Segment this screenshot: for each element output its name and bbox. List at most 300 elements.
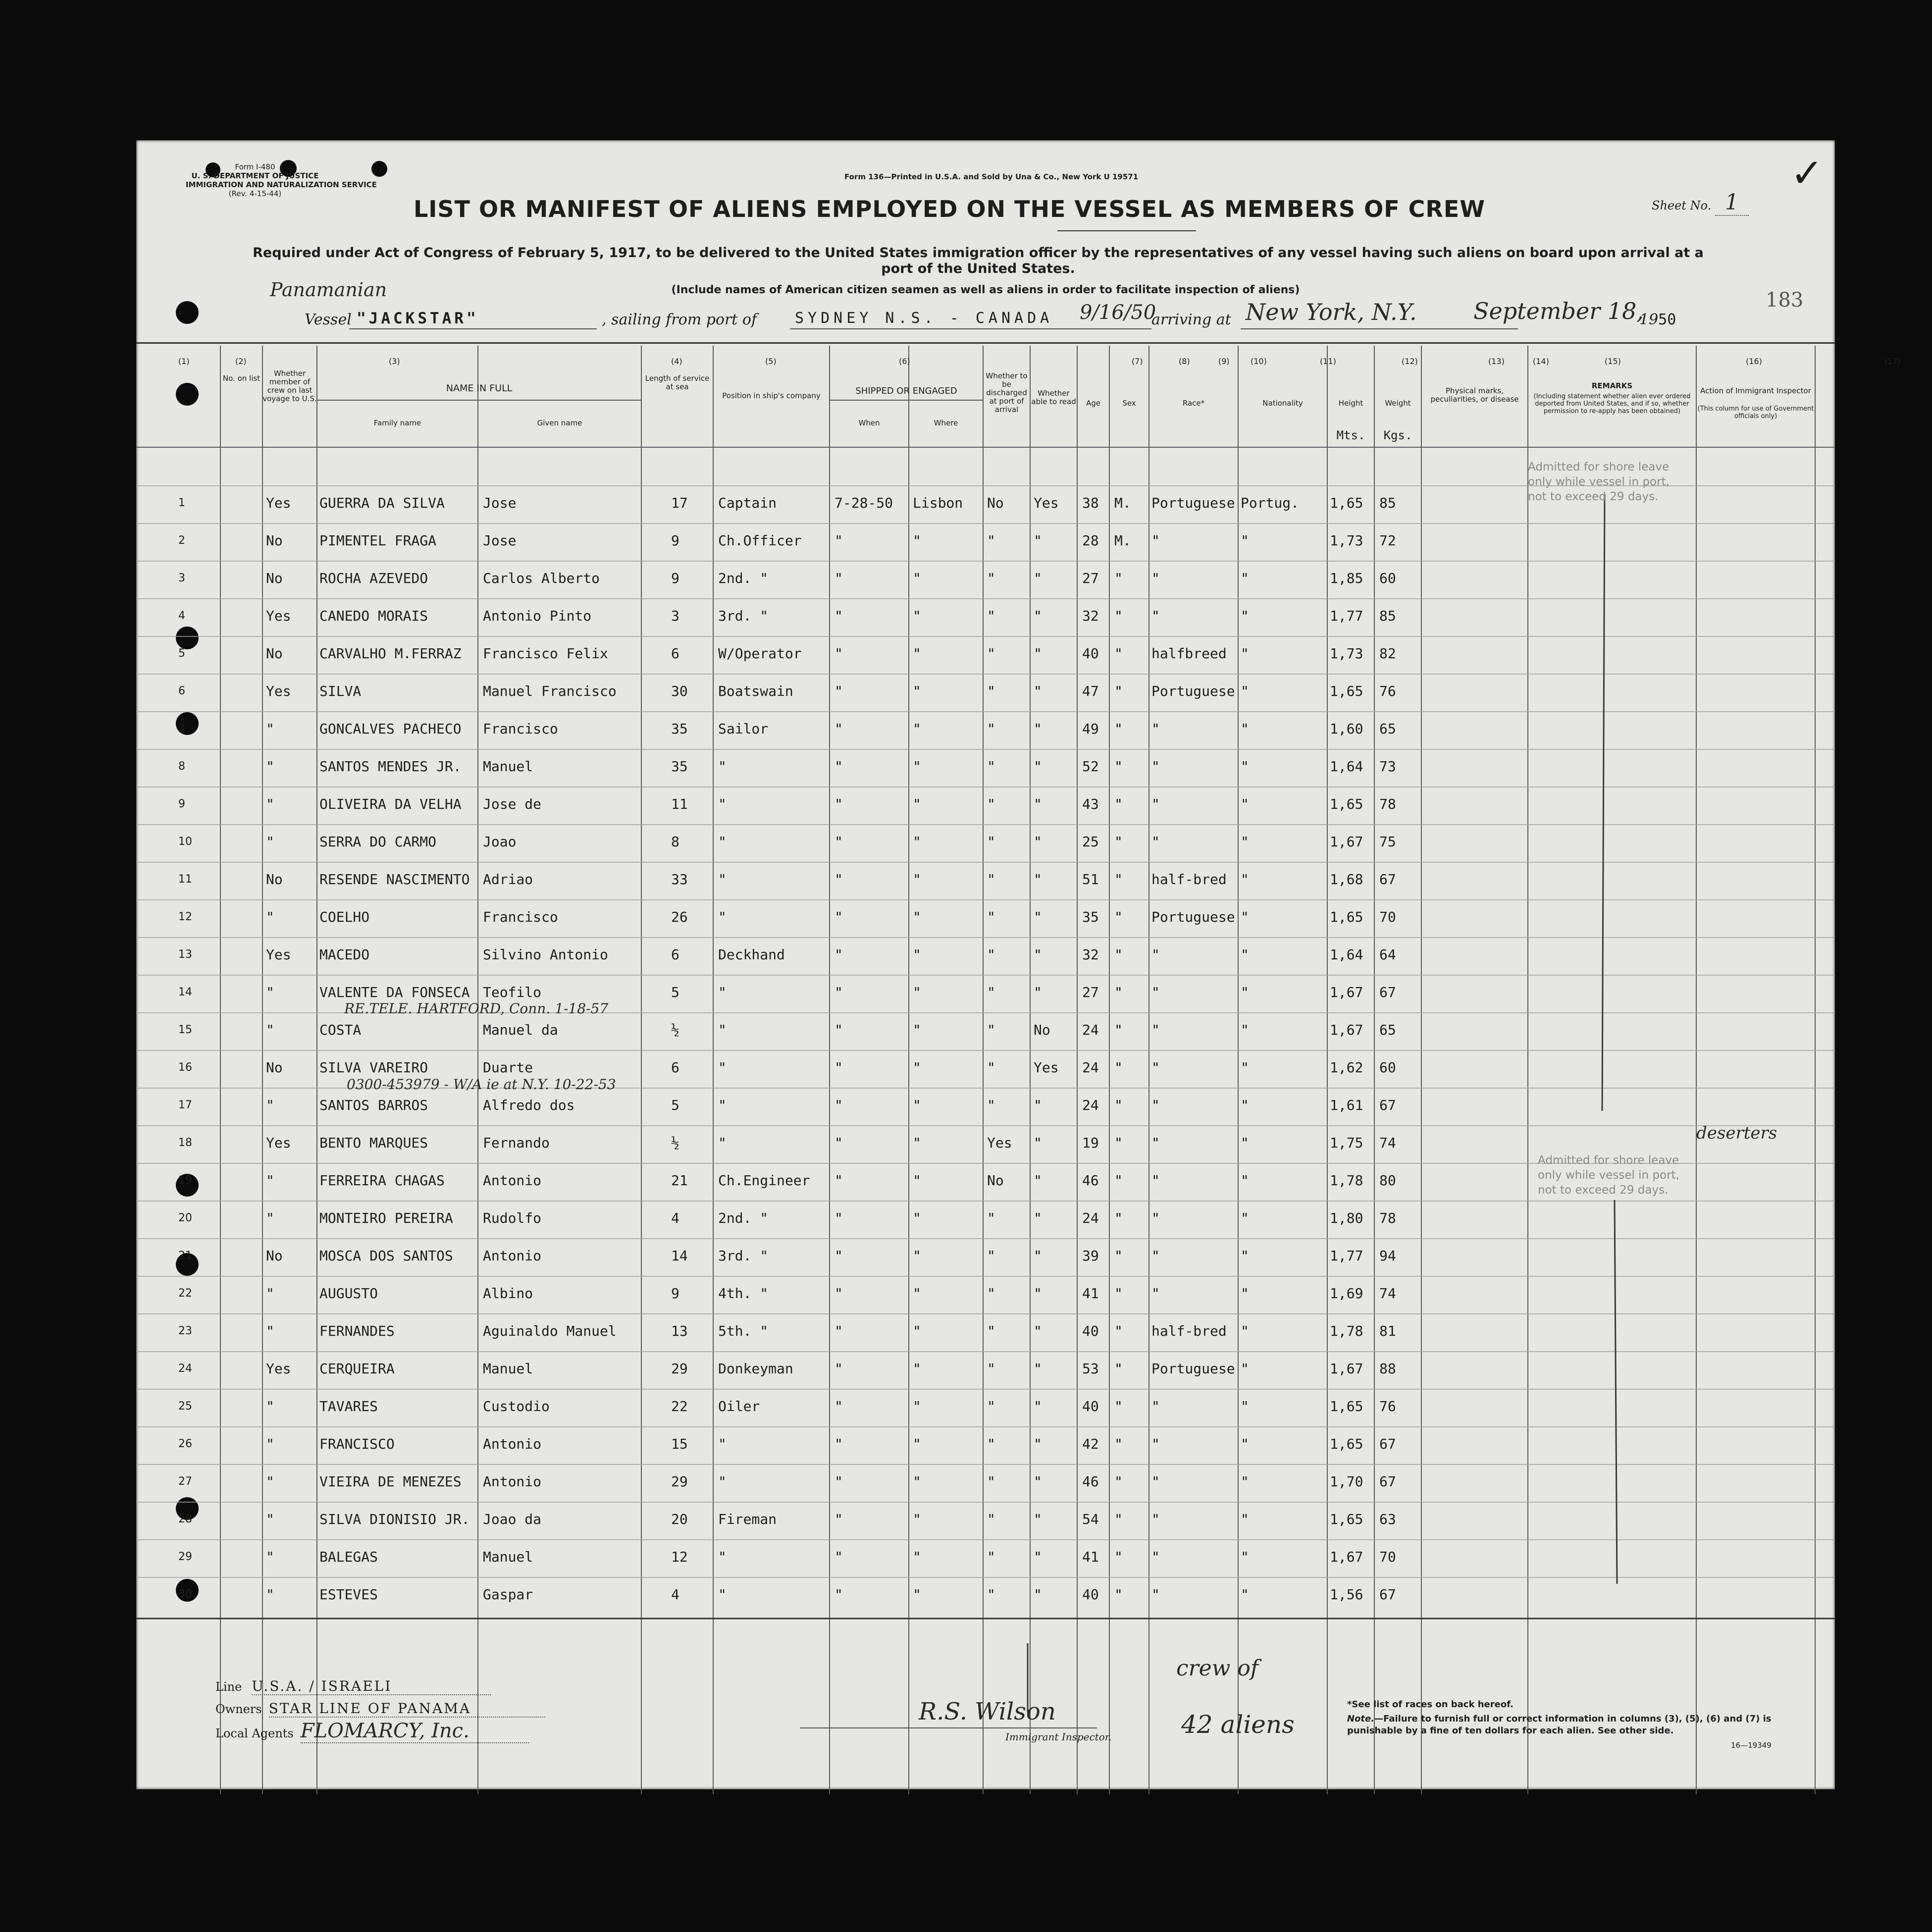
table-row	[136, 1013, 1835, 1050]
cell-prev: "	[266, 1022, 274, 1038]
cell-ht: 1,65	[1330, 683, 1363, 699]
cell-age: 46	[1082, 1473, 1099, 1490]
cell-when: "	[835, 1248, 843, 1264]
cell-len: 22	[671, 1398, 688, 1414]
cell-when: "	[835, 909, 843, 925]
cell-family: TAVARES	[319, 1398, 378, 1414]
sailing-port: SYDNEY N.S. - CANADA	[795, 310, 1053, 327]
cell-wt: 88	[1379, 1360, 1396, 1377]
cell-len: ½	[671, 1022, 679, 1038]
cell-sex: "	[1114, 683, 1123, 699]
cell-nat: "	[1241, 871, 1249, 888]
cell-prev: "	[266, 1473, 274, 1490]
table-row	[136, 1088, 1835, 1126]
cell-given: Teofilo	[483, 984, 542, 1000]
cell-read: "	[1034, 608, 1042, 624]
punch-hole	[371, 161, 387, 177]
cell-nat: "	[1241, 1022, 1249, 1038]
col14-num: (14)	[1533, 357, 1549, 366]
manifest-sheet	[136, 140, 1901, 1789]
cell-nat: "	[1241, 570, 1249, 586]
col1-header: No. on list	[222, 374, 261, 383]
cell-wt: 74	[1379, 1135, 1396, 1151]
cell-race: "	[1151, 721, 1160, 737]
cell-wt: 67	[1379, 1436, 1396, 1452]
cell-no: 30	[178, 1588, 192, 1601]
cell-race: Portuguese	[1151, 909, 1235, 925]
cell-len: 20	[671, 1511, 688, 1527]
cell-len: 6	[671, 645, 679, 662]
sheet-label: Sheet No.	[1652, 199, 1712, 212]
cell-race: "	[1151, 532, 1160, 549]
cell-prev: No	[266, 532, 283, 549]
cell-no: 15	[178, 1024, 192, 1036]
cell-read: "	[1034, 984, 1042, 1000]
cell-ht: 1,80	[1330, 1210, 1363, 1226]
cell-len: 17	[671, 495, 688, 511]
cell-prev: "	[266, 1398, 274, 1414]
family-name-header: Family name	[373, 418, 421, 427]
cell-race: "	[1151, 758, 1160, 775]
cell-given: Silvino Antonio	[483, 946, 608, 963]
cell-sex: "	[1114, 909, 1123, 925]
cell-len: 35	[671, 758, 688, 775]
crew-note-line2: 42 aliens	[1181, 1710, 1295, 1739]
col11-header: Race*	[1182, 399, 1205, 408]
cell-age: 49	[1082, 721, 1099, 737]
cell-read: "	[1034, 796, 1042, 812]
cell-family: VIEIRA DE MENEZES	[319, 1473, 462, 1490]
cell-dis: "	[987, 1586, 995, 1603]
cell-sex: "	[1114, 570, 1123, 586]
cell-family: COSTA	[319, 1022, 362, 1038]
cell-where: "	[913, 721, 921, 737]
cell-age: 46	[1082, 1172, 1099, 1189]
cell-ht: 1,78	[1330, 1172, 1363, 1189]
agency-block	[186, 162, 377, 198]
cell-read: "	[1034, 1248, 1042, 1264]
cell-pos: "	[718, 1097, 727, 1113]
table-row	[136, 787, 1835, 825]
cell-age: 24	[1082, 1022, 1099, 1038]
cell-no: 23	[178, 1325, 192, 1337]
cell-nat: Portug.	[1241, 495, 1300, 511]
cell-dis: "	[987, 984, 995, 1000]
cell-sex: "	[1114, 1473, 1123, 1490]
table-row	[136, 1502, 1835, 1540]
cell-dis: "	[987, 1360, 995, 1377]
cell-where: "	[913, 1285, 921, 1302]
races-note: *See list of races on back hereof.	[1347, 1699, 1514, 1710]
cell-race: "	[1151, 1549, 1160, 1565]
cell-sex: "	[1114, 946, 1123, 963]
cell-given: Jose	[483, 532, 517, 549]
col12-num: (12)	[1402, 357, 1418, 366]
cell-prev: "	[266, 1323, 274, 1339]
cell-race: "	[1151, 1436, 1160, 1452]
cell-sex: "	[1114, 1398, 1123, 1414]
cell-wt: 81	[1379, 1323, 1396, 1339]
cell-family: RESENDE NASCIMENTO	[319, 871, 470, 888]
cell-race: "	[1151, 1097, 1160, 1113]
cell-dis: "	[987, 1511, 995, 1527]
cell-ht: 1,67	[1330, 834, 1363, 850]
cell-prev: Yes	[266, 1360, 291, 1377]
cell-ht: 1,65	[1330, 495, 1363, 511]
cell-given: Gaspar	[483, 1586, 533, 1603]
cell-no: 1	[178, 497, 185, 509]
where-header: Where	[934, 418, 958, 427]
table-row	[136, 938, 1835, 975]
cell-where: "	[913, 532, 921, 549]
cell-where: "	[913, 1059, 921, 1076]
cell-family: BALEGAS	[319, 1549, 378, 1565]
table-row	[136, 749, 1835, 787]
cell-dis: "	[987, 796, 995, 812]
cell-prev: No	[266, 645, 283, 662]
cell-sex: "	[1114, 834, 1123, 850]
cell-when: "	[835, 796, 843, 812]
cell-family: ESTEVES	[319, 1586, 378, 1603]
cell-wt: 67	[1379, 984, 1396, 1000]
cell-len: 14	[671, 1248, 688, 1264]
cell-ht: 1,62	[1330, 1059, 1363, 1076]
cell-when: "	[835, 1360, 843, 1377]
cell-len: 6	[671, 946, 679, 963]
cell-prev: "	[266, 1285, 274, 1302]
year-prefix: 19	[1639, 311, 1659, 328]
cell-nat: "	[1241, 1097, 1249, 1113]
col9-header: Age	[1086, 399, 1100, 408]
cell-wt: 78	[1379, 1210, 1396, 1226]
line-label: Line	[215, 1680, 242, 1694]
cell-prev: Yes	[266, 1135, 291, 1151]
cell-nat: "	[1241, 1511, 1249, 1527]
weight-unit: Kgs.	[1383, 428, 1412, 442]
cell-where: "	[913, 1172, 921, 1189]
cell-sex: "	[1114, 1549, 1123, 1565]
cell-given: Joao da	[483, 1511, 542, 1527]
given-name-header: Given name	[537, 418, 582, 427]
cell-family: GUERRA DA SILVA	[319, 495, 445, 511]
cell-no: 6	[178, 685, 185, 697]
cell-read: "	[1034, 570, 1042, 586]
year-field	[1639, 311, 1676, 328]
cell-pos: W/Operator	[718, 645, 802, 662]
cell-when: "	[835, 1398, 843, 1414]
cell-len: 13	[671, 1323, 688, 1339]
cell-prev: "	[266, 1172, 274, 1189]
cell-len: 4	[671, 1210, 679, 1226]
cell-wt: 82	[1379, 645, 1396, 662]
cell-pos: "	[718, 1436, 727, 1452]
cell-read: "	[1034, 909, 1042, 925]
cell-prev: "	[266, 834, 274, 850]
agents-field	[215, 1720, 545, 1744]
cell-given: Duarte	[483, 1059, 533, 1076]
cell-family: BENTO MARQUES	[319, 1135, 428, 1151]
cell-nat: "	[1241, 683, 1249, 699]
cell-sex: "	[1114, 984, 1123, 1000]
cell-ht: 1,65	[1330, 1436, 1363, 1452]
cell-sex: "	[1114, 1059, 1123, 1076]
cell-nat: "	[1241, 758, 1249, 775]
cell-dis: "	[987, 1285, 995, 1302]
cell-race: half-bred	[1151, 871, 1227, 888]
cell-sex: M.	[1114, 495, 1131, 511]
cell-ht: 1,67	[1330, 1022, 1363, 1038]
table-row	[136, 636, 1835, 674]
cell-family: FERREIRA CHAGAS	[319, 1172, 445, 1189]
cell-wt: 76	[1379, 683, 1396, 699]
cell-sex: "	[1114, 871, 1123, 888]
cell-where: "	[913, 1097, 921, 1113]
penalty-note	[1347, 1713, 1783, 1737]
cell-family: ROCHA AZEVEDO	[319, 570, 428, 586]
cell-when: "	[835, 532, 843, 549]
cell-dis: "	[987, 645, 995, 662]
cell-family: CARVALHO M.FERRAZ	[319, 645, 462, 662]
line-field	[215, 1675, 545, 1698]
table-row	[136, 1577, 1835, 1615]
cell-len: 9	[671, 1285, 679, 1302]
cell-dis: Yes	[987, 1135, 1012, 1151]
cell-family: AUGUSTO	[319, 1285, 378, 1302]
cell-race: Portuguese	[1151, 495, 1235, 511]
cell-family: FERNANDES	[319, 1323, 395, 1339]
cell-pos: "	[718, 909, 727, 925]
cell-family: FRANCISCO	[319, 1436, 395, 1452]
cell-len: 33	[671, 871, 688, 888]
cell-wt: 70	[1379, 909, 1396, 925]
cell-sex: "	[1114, 1135, 1123, 1151]
col14-header: Weight	[1385, 399, 1411, 408]
cell-no: 4	[178, 610, 185, 622]
cell-wt: 72	[1379, 532, 1396, 549]
page-number: 183	[1766, 289, 1804, 312]
cell-len: 6	[671, 1059, 679, 1076]
cell-age: 40	[1082, 645, 1099, 662]
cell-nat: "	[1241, 1059, 1249, 1076]
cell-where: "	[913, 1248, 921, 1264]
cell-sex: "	[1114, 1210, 1123, 1226]
cell-where: "	[913, 1511, 921, 1527]
cell-race: "	[1151, 834, 1160, 850]
table-row	[136, 1427, 1835, 1464]
cell-family: GONCALVES PACHECO	[319, 721, 462, 737]
cell-ht: 1,60	[1330, 721, 1363, 737]
table-row	[136, 1464, 1835, 1502]
cell-prev: "	[266, 984, 274, 1000]
cell-prev: "	[266, 1436, 274, 1452]
table-row	[136, 1540, 1835, 1577]
col8-num: (8)	[1179, 357, 1190, 366]
cell-nat: "	[1241, 1323, 1249, 1339]
col10-num: (10)	[1251, 357, 1267, 366]
col5-num: (5)	[765, 357, 777, 366]
cell-ht: 1,67	[1330, 1360, 1363, 1377]
height-unit: Mts.	[1336, 428, 1365, 442]
arrival-port: New York, N.Y.	[1246, 299, 1417, 325]
cell-no: 29	[178, 1551, 192, 1563]
cell-when: "	[835, 1059, 843, 1076]
cell-no: 24	[178, 1362, 192, 1375]
cell-family: VALENTE DA FONSECA	[319, 984, 470, 1000]
cell-prev: "	[266, 1097, 274, 1113]
cell-no: 21	[178, 1250, 192, 1262]
cell-prev: "	[266, 796, 274, 812]
note-label: Note.	[1347, 1714, 1375, 1724]
cell-read: "	[1034, 1097, 1042, 1113]
cell-family: SERRA DO CARMO	[319, 834, 437, 850]
sheet-number	[1652, 190, 1749, 215]
cell-family: OLIVEIRA DA VELHA	[319, 796, 462, 812]
cell-age: 43	[1082, 796, 1099, 812]
cell-len: 5	[671, 1097, 679, 1113]
cell-nat: "	[1241, 532, 1249, 549]
cell-wt: 67	[1379, 1586, 1396, 1603]
cell-when: "	[835, 1172, 843, 1189]
cell-pos: Boatswain	[718, 683, 793, 699]
cell-where: "	[913, 1436, 921, 1452]
cell-pos: Sailor	[718, 721, 769, 737]
cell-where: "	[913, 683, 921, 699]
cell-wt: 65	[1379, 721, 1396, 737]
cell-family: MACEDO	[319, 946, 370, 963]
cell-when: "	[835, 1586, 843, 1603]
cell-dis: "	[987, 1549, 995, 1565]
cell-ht: 1,64	[1330, 758, 1363, 775]
cell-age: 24	[1082, 1097, 1099, 1113]
cell-family: COELHO	[319, 909, 370, 925]
cell-sex: "	[1114, 1511, 1123, 1527]
cell-given: Manuel Francisco	[483, 683, 617, 699]
cell-age: 35	[1082, 909, 1099, 925]
cell-dis: "	[987, 1473, 995, 1490]
cell-age: 38	[1082, 495, 1099, 511]
cell-when: "	[835, 683, 843, 699]
cell-age: 54	[1082, 1511, 1099, 1527]
vessel-flag-handwritten: Panamanian	[270, 279, 387, 301]
cell-given: Albino	[483, 1285, 533, 1302]
cell-prev: "	[266, 1549, 274, 1565]
arriving-label: arriving at	[1151, 311, 1231, 328]
cell-when: "	[835, 946, 843, 963]
cell-sex: "	[1114, 1285, 1123, 1302]
cell-ht: 1,65	[1330, 1511, 1363, 1527]
cell-pos: "	[718, 834, 727, 850]
vessel-label: Vessel	[305, 311, 352, 328]
service-name: IMMIGRATION AND NATURALIZATION SERVICE	[186, 180, 377, 189]
cell-race: half-bred	[1151, 1323, 1227, 1339]
cell-read: "	[1034, 1285, 1042, 1302]
cell-pos: 2nd. "	[718, 1210, 769, 1226]
cell-read: "	[1034, 946, 1042, 963]
cell-age: 42	[1082, 1436, 1099, 1452]
cell-race: "	[1151, 1473, 1160, 1490]
cell-ht: 1,69	[1330, 1285, 1363, 1302]
cell-given: Joao	[483, 834, 517, 850]
col1-num: (1)	[178, 357, 190, 366]
col3-header: NAME IN FULL	[446, 383, 513, 394]
cell-when: "	[835, 1511, 843, 1527]
col17-header: Action of Immigrant Inspector	[1700, 386, 1811, 395]
cell-when: "	[835, 758, 843, 775]
col15-num: (15)	[1605, 357, 1621, 366]
cell-dis: "	[987, 683, 995, 699]
cell-race: "	[1151, 1210, 1160, 1226]
cell-where: "	[913, 1473, 921, 1490]
cell-no: 13	[178, 948, 192, 961]
cell-pos: "	[718, 1473, 727, 1490]
cell-dis: "	[987, 1398, 995, 1414]
cell-nat: "	[1241, 1135, 1249, 1151]
cell-dis: "	[987, 570, 995, 586]
cell-sex: "	[1114, 1586, 1123, 1603]
cell-len: 9	[671, 532, 679, 549]
cell-pos: "	[718, 1022, 727, 1038]
cell-family: SILVA DIONISIO JR.	[319, 1511, 470, 1527]
line-value: U.S.A. / ISRAELI	[252, 1678, 491, 1695]
cell-dis: "	[987, 1248, 995, 1264]
table-row	[136, 1389, 1835, 1427]
cell-len: 15	[671, 1436, 688, 1452]
cell-prev: No	[266, 1059, 283, 1076]
cell-where: "	[913, 984, 921, 1000]
col7-header: Whether to be discharged at port of arrival	[986, 371, 1028, 414]
cell-nat: "	[1241, 834, 1249, 850]
cell-wt: 70	[1379, 1549, 1396, 1565]
cell-family: MOSCA DOS SANTOS	[319, 1248, 453, 1264]
cell-family: SANTOS MENDES JR.	[319, 758, 462, 775]
cell-race: "	[1151, 1398, 1160, 1414]
cell-len: 8	[671, 834, 679, 850]
cell-nat: "	[1241, 1436, 1249, 1452]
cell-race: "	[1151, 796, 1160, 812]
crew-note-line1: crew of	[1176, 1656, 1259, 1681]
cell-pos: "	[718, 1549, 727, 1565]
cell-no: 26	[178, 1438, 192, 1450]
cell-no: 17	[178, 1099, 192, 1111]
col10-header: Sex	[1122, 399, 1136, 408]
cell-nat: "	[1241, 909, 1249, 925]
cell-when: "	[835, 834, 843, 850]
cell-len: 4	[671, 1586, 679, 1603]
table-row	[136, 561, 1835, 599]
cell-wt: 63	[1379, 1511, 1396, 1527]
cell-pos: Captain	[718, 495, 777, 511]
note-row-15: RE.TELE. HARTFORD, Conn. 1-18-57	[344, 1000, 609, 1017]
cell-given: Manuel	[483, 758, 533, 775]
cell-no: 22	[178, 1287, 192, 1300]
cell-age: 40	[1082, 1398, 1099, 1414]
cell-given: Francisco	[483, 721, 558, 737]
sailing-label: , sailing from port of	[602, 311, 757, 328]
cell-where: "	[913, 1210, 921, 1226]
cell-family: CERQUEIRA	[319, 1360, 395, 1377]
cell-ht: 1,67	[1330, 1549, 1363, 1565]
cell-pos: "	[718, 871, 727, 888]
cell-dis: "	[987, 758, 995, 775]
cell-race: "	[1151, 1022, 1160, 1038]
cell-nat: "	[1241, 1398, 1249, 1414]
cell-nat: "	[1241, 1248, 1249, 1264]
cell-no: 2	[178, 534, 185, 547]
cell-pos: "	[718, 1135, 727, 1151]
col8-header: Whether able to read	[1031, 389, 1076, 406]
cell-dis: No	[987, 1172, 1004, 1189]
cell-where: "	[913, 946, 921, 963]
